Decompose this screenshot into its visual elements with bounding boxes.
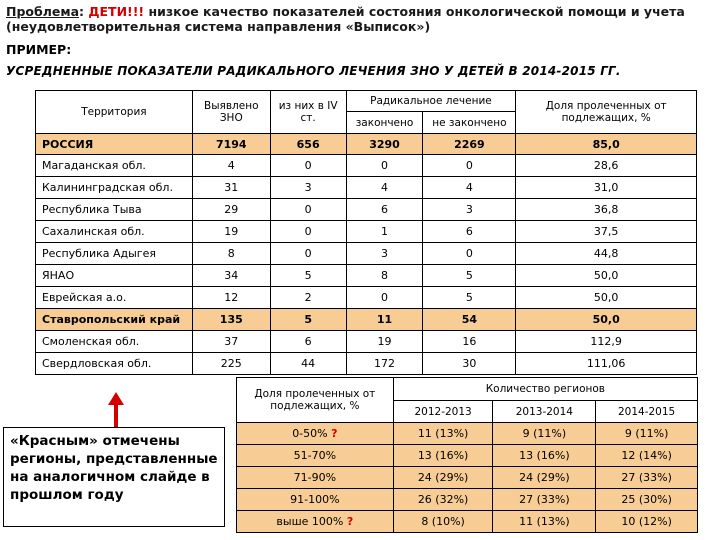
cell-count: 27 (33%)	[493, 489, 596, 511]
cell-range: выше 100% ?	[237, 511, 394, 533]
cell-unfinished: 30	[423, 353, 516, 375]
red-regions-note: «Красным» отмечены регионы, представленные на аналогичном слайде в прошлом году	[3, 427, 225, 527]
cell-stage4: 0	[270, 199, 346, 221]
problem-label: Проблема	[6, 4, 80, 19]
table-row	[36, 287, 697, 309]
header-year: 2012-2013	[393, 401, 493, 423]
cell-territory: РОССИЯ	[36, 134, 193, 155]
cell-stage4: 656	[270, 134, 346, 155]
cell-unfinished: 0	[423, 155, 516, 177]
cell-detected: 37	[192, 331, 270, 353]
cell-stage4: 5	[270, 265, 346, 287]
problem-text: низкое качество показателей состояния онкологической помощи и учета (неудовлетворительная система направления «Выписок»)	[6, 4, 685, 34]
cell-stage4: 44	[270, 353, 346, 375]
table-row	[36, 177, 697, 199]
cell-unfinished: 54	[423, 309, 516, 331]
cell-detected: 31	[192, 177, 270, 199]
cell-share: 111,06	[516, 353, 697, 375]
cell-unfinished: 6	[423, 221, 516, 243]
cell-range: 51-70%	[237, 445, 394, 467]
header-detected: Выявлено ЗНО	[192, 91, 270, 134]
table-row	[36, 243, 697, 265]
cell-share: 44,8	[516, 243, 697, 265]
cell-count: 13 (16%)	[393, 445, 493, 467]
cell-unfinished: 16	[423, 331, 516, 353]
cell-territory: ЯНАО	[36, 265, 193, 287]
cell-detected: 8	[192, 243, 270, 265]
cell-share: 50,0	[516, 309, 697, 331]
cell-finished: 0	[346, 155, 423, 177]
cell-detected: 225	[192, 353, 270, 375]
cell-territory: Ставропольский край	[36, 309, 193, 331]
table-row	[36, 155, 697, 177]
problem-highlight: ДЕТИ!!!	[88, 4, 145, 19]
cell-finished: 6	[346, 199, 423, 221]
cell-count: 11 (13%)	[493, 511, 596, 533]
cell-count: 9 (11%)	[493, 423, 596, 445]
slide-title	[6, 4, 706, 34]
header-year: 2013-2014	[493, 401, 596, 423]
table-row	[36, 199, 697, 221]
radical-treatment-table	[35, 90, 697, 375]
cell-territory: Республика Тыва	[36, 199, 193, 221]
cell-detected: 7194	[192, 134, 270, 155]
header-radical: Радикальное лечение	[346, 91, 516, 112]
cell-finished: 8	[346, 265, 423, 287]
cell-range: 0-50% ?	[237, 423, 394, 445]
cell-share: 31,0	[516, 177, 697, 199]
cell-count: 26 (32%)	[393, 489, 493, 511]
cell-range: 71-90%	[237, 467, 394, 489]
table-row	[36, 309, 697, 331]
cell-unfinished: 5	[423, 265, 516, 287]
cell-unfinished: 0	[423, 243, 516, 265]
arrow-shaft	[114, 404, 118, 428]
header-unfinished: не закончено	[423, 112, 516, 134]
table-subtitle: УСРЕДНЕННЫЕ ПОКАЗАТЕЛИ РАДИКАЛЬНОГО ЛЕЧЕНИЯ ЗНО У ДЕТЕЙ В 2014-2015 ГГ.	[6, 64, 621, 78]
cell-share: 112,9	[516, 331, 697, 353]
cell-finished: 172	[346, 353, 423, 375]
table-row	[237, 445, 698, 467]
cell-stage4: 0	[270, 221, 346, 243]
table-row	[237, 511, 698, 533]
cell-count: 13 (16%)	[493, 445, 596, 467]
cell-finished: 0	[346, 287, 423, 309]
cell-stage4: 3	[270, 177, 346, 199]
table-row	[237, 489, 698, 511]
cell-unfinished: 3	[423, 199, 516, 221]
cell-finished: 19	[346, 331, 423, 353]
table-row	[36, 221, 697, 243]
cell-count: 8 (10%)	[393, 511, 493, 533]
cell-territory: Смоленская обл.	[36, 331, 193, 353]
cell-count: 25 (30%)	[596, 489, 698, 511]
cell-count: 24 (29%)	[393, 467, 493, 489]
header-share-range: Доля пролеченных от подлежащих, %	[237, 378, 394, 423]
header-region-count: Количество регионов	[393, 378, 697, 401]
cell-finished: 4	[346, 177, 423, 199]
cell-share: 37,5	[516, 221, 697, 243]
cell-finished: 3290	[346, 134, 423, 155]
cell-count: 10 (12%)	[596, 511, 698, 533]
header-share: Доля пролеченных от подлежащих, %	[516, 91, 697, 134]
cell-territory: Магаданская обл.	[36, 155, 193, 177]
cell-detected: 135	[192, 309, 270, 331]
table-row	[36, 265, 697, 287]
cell-share: 36,8	[516, 199, 697, 221]
table-row	[36, 134, 697, 155]
cell-detected: 4	[192, 155, 270, 177]
cell-detected: 12	[192, 287, 270, 309]
cell-range: 91-100%	[237, 489, 394, 511]
cell-share: 28,6	[516, 155, 697, 177]
cell-count: 27 (33%)	[596, 467, 698, 489]
question-mark: ?	[346, 515, 354, 528]
cell-stage4: 0	[270, 243, 346, 265]
cell-stage4: 0	[270, 155, 346, 177]
cell-detected: 29	[192, 199, 270, 221]
cell-detected: 34	[192, 265, 270, 287]
cell-territory: Сахалинская обл.	[36, 221, 193, 243]
header-finished: закончено	[346, 112, 423, 134]
cell-unfinished: 5	[423, 287, 516, 309]
cell-unfinished: 2269	[423, 134, 516, 155]
cell-count: 9 (11%)	[596, 423, 698, 445]
table-row	[36, 331, 697, 353]
cell-stage4: 2	[270, 287, 346, 309]
cell-count: 11 (13%)	[393, 423, 493, 445]
cell-territory: Еврейская а.о.	[36, 287, 193, 309]
cell-territory: Свердловская обл.	[36, 353, 193, 375]
cell-stage4: 5	[270, 309, 346, 331]
table-row	[36, 353, 697, 375]
cell-finished: 3	[346, 243, 423, 265]
cell-detected: 19	[192, 221, 270, 243]
example-label: ПРИМЕР:	[6, 42, 72, 57]
header-year: 2014-2015	[596, 401, 698, 423]
cell-territory: Калининградская обл.	[36, 177, 193, 199]
question-mark: ?	[331, 427, 338, 440]
table-row	[237, 467, 698, 489]
cell-count: 24 (29%)	[493, 467, 596, 489]
header-territory: Территория	[36, 91, 193, 134]
cell-unfinished: 4	[423, 177, 516, 199]
table-row	[237, 423, 698, 445]
cell-share: 50,0	[516, 287, 697, 309]
cell-finished: 1	[346, 221, 423, 243]
cell-share: 85,0	[516, 134, 697, 155]
cell-finished: 11	[346, 309, 423, 331]
problem-colon: :	[79, 4, 85, 19]
cell-stage4: 6	[270, 331, 346, 353]
regions-count-table	[236, 377, 698, 533]
cell-territory: Республика Адыгея	[36, 243, 193, 265]
cell-share: 50,0	[516, 265, 697, 287]
cell-count: 12 (14%)	[596, 445, 698, 467]
header-stage4: из них в IV ст.	[270, 91, 346, 134]
